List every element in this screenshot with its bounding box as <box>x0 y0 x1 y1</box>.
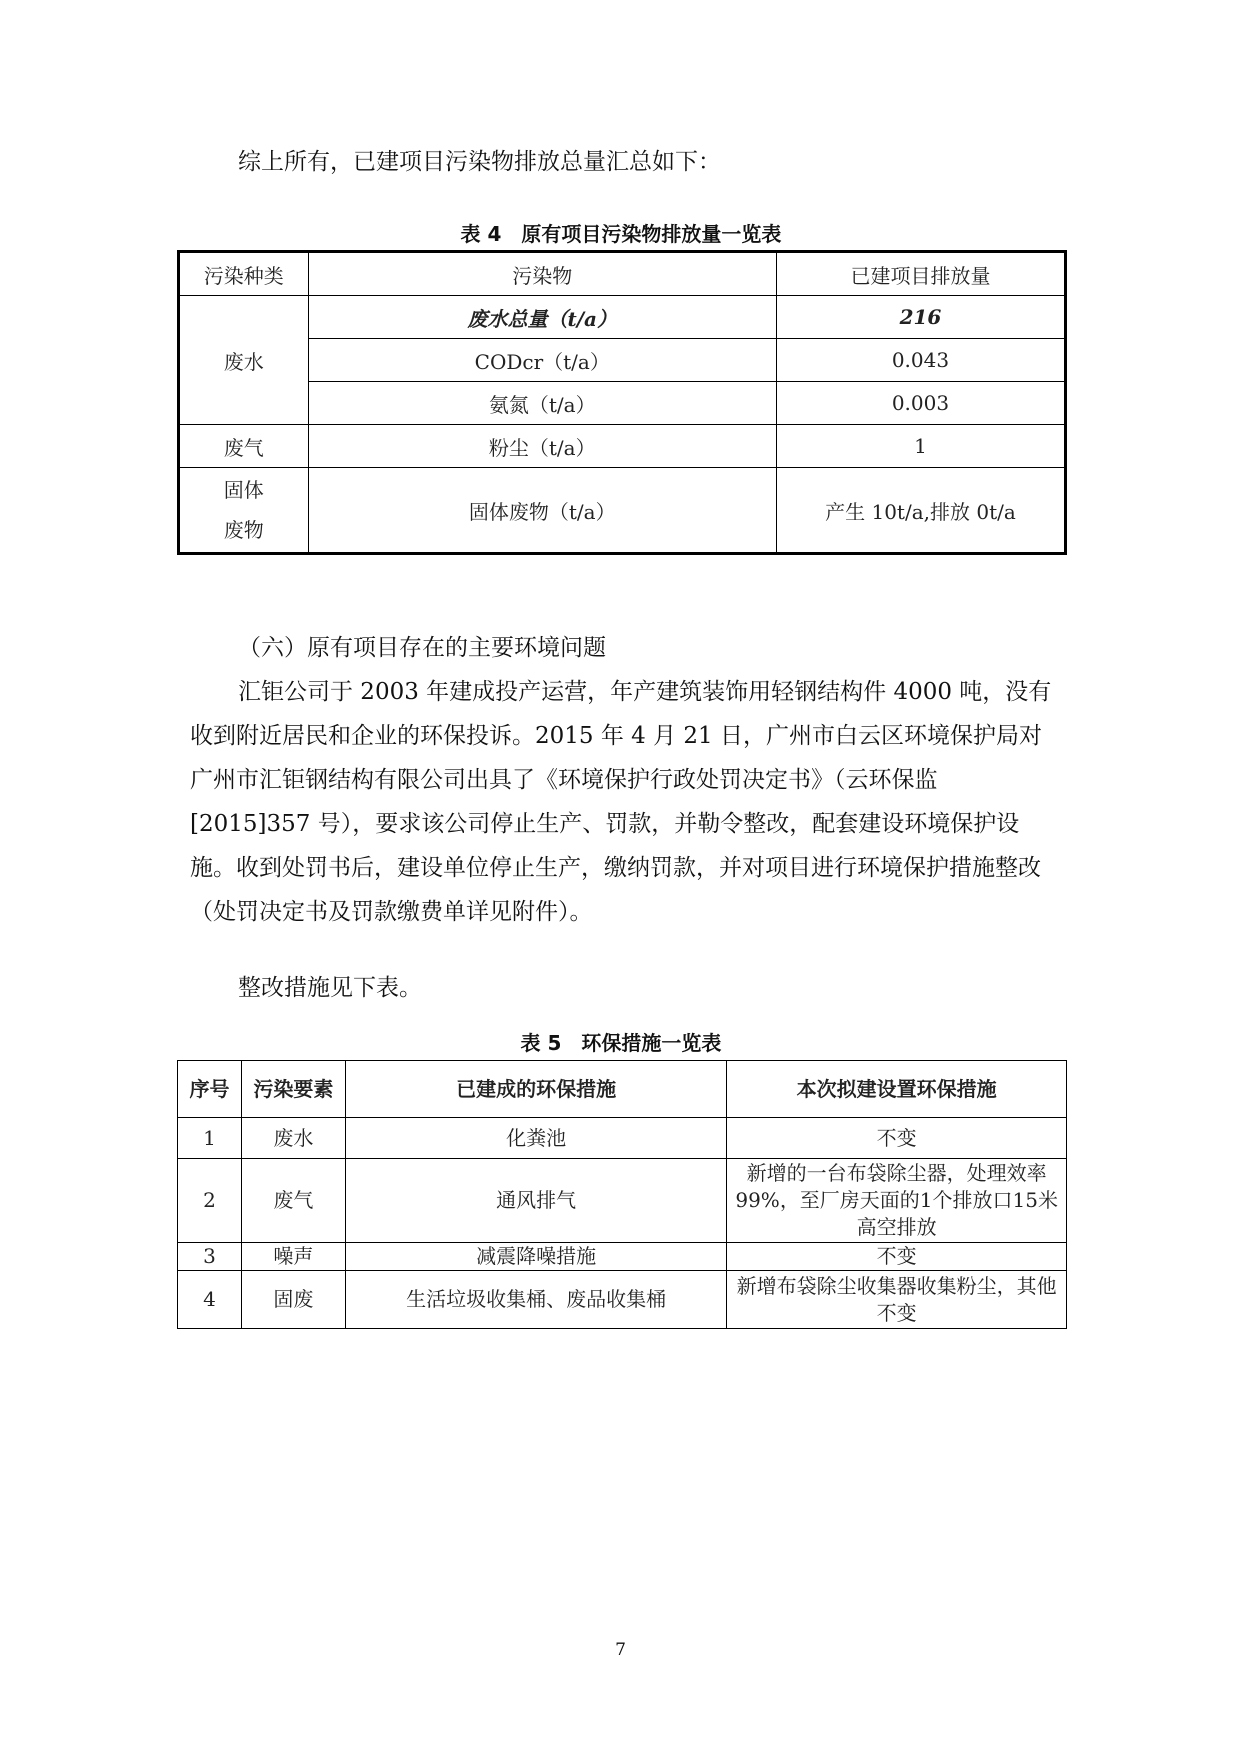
pollutant-cell: 粉尘（t/a） <box>308 425 776 468</box>
table-row <box>179 296 1066 339</box>
table4-caption: 表 4 原有项目污染物排放量一览表 <box>460 222 782 246</box>
table-row <box>178 1159 1067 1243</box>
row-factor: 废气 <box>241 1159 345 1243</box>
row-existing: 生活垃圾收集桶、废品收集桶 <box>345 1271 727 1329</box>
environmental-measures-table <box>177 1060 1067 1329</box>
body-paragraph: 汇钜公司于 2003 年建成投产运营，年产建筑装饰用轻钢结构件 4000 吨，没有收到附近居民和企业的环保投诉。2015 年 4 月 21 日，广州市白云区环境保护局对广州市汇钜钢结构有限公司出具了《环境保护行政处罚决定书》（云环保监[2015]357 号），要求该公司停止生产、罚款，并勒令整改，配套建设环境保护设施。收到处罚书后，建设单位停止生产，缴纳罚款，并对项目进行环境保护措施整改（处罚决定书及罚款缴费单详见附件）。 <box>190 679 1052 925</box>
table5-caption: 表 5 环保措施一览表 <box>520 1031 722 1055</box>
table-row <box>179 382 1066 425</box>
category-solid-line1: 固体 <box>223 478 264 502</box>
measures-intro: 整改措施见下表。 <box>238 975 422 1001</box>
table-header-row <box>179 252 1066 296</box>
row-factor: 噪声 <box>241 1243 345 1271</box>
category-solid <box>179 468 309 554</box>
category-solid-line2: 废物 <box>223 518 264 542</box>
table-row <box>179 339 1066 382</box>
page-number: 7 <box>615 1640 626 1660</box>
row-existing: 化粪池 <box>345 1118 727 1159</box>
table-row <box>178 1243 1067 1271</box>
value-cell: 216 <box>776 296 1065 339</box>
row-planned: 不变 <box>727 1243 1067 1271</box>
value-cell: 产生 10t/a,排放 0t/a <box>776 468 1065 554</box>
table-row <box>179 468 1066 554</box>
row-factor: 废水 <box>241 1118 345 1159</box>
row-no: 4 <box>178 1271 242 1329</box>
header-emission: 已建项目排放量 <box>776 252 1065 296</box>
intro-text: 综上所有，已建项目污染物排放总量汇总如下： <box>238 149 721 175</box>
category-wastewater: 废水 <box>179 296 309 425</box>
table-row <box>178 1271 1067 1329</box>
pollutant-cell: 氨氮（t/a） <box>308 382 776 425</box>
pollutant-cell: CODcr（t/a） <box>308 339 776 382</box>
value-cell: 0.003 <box>776 382 1065 425</box>
category-gas: 废气 <box>179 425 309 468</box>
table-header-row <box>178 1061 1067 1118</box>
header-planned: 本次拟建设置环保措施 <box>727 1061 1067 1118</box>
header-pollutant: 污染物 <box>308 252 776 296</box>
header-no: 序号 <box>178 1061 242 1118</box>
value-cell: 0.043 <box>776 339 1065 382</box>
row-existing: 减震降噪措施 <box>345 1243 727 1271</box>
header-factor: 污染要素 <box>241 1061 345 1118</box>
row-existing: 通风排气 <box>345 1159 727 1243</box>
row-no: 3 <box>178 1243 242 1271</box>
header-category: 污染种类 <box>179 252 309 296</box>
row-factor: 固废 <box>241 1271 345 1329</box>
header-existing: 已建成的环保措施 <box>345 1061 727 1118</box>
row-no: 1 <box>178 1118 242 1159</box>
pollutant-cell: 固体废物（t/a） <box>308 468 776 554</box>
value-cell: 1 <box>776 425 1065 468</box>
row-no: 2 <box>178 1159 242 1243</box>
pollutant-cell: 废水总量（t/a） <box>308 296 776 339</box>
row-planned: 不变 <box>727 1118 1067 1159</box>
section-title: （六）原有项目存在的主要环境问题 <box>238 635 606 661</box>
pollutant-emission-table <box>177 250 1067 555</box>
row-planned: 新增的一台布袋除尘器，处理效率 99%，至厂房天面的1个排放口15米高空排放 <box>727 1159 1067 1243</box>
table-row <box>178 1118 1067 1159</box>
table-row <box>179 425 1066 468</box>
row-planned: 新增布袋除尘收集器收集粉尘，其他不变 <box>727 1271 1067 1329</box>
